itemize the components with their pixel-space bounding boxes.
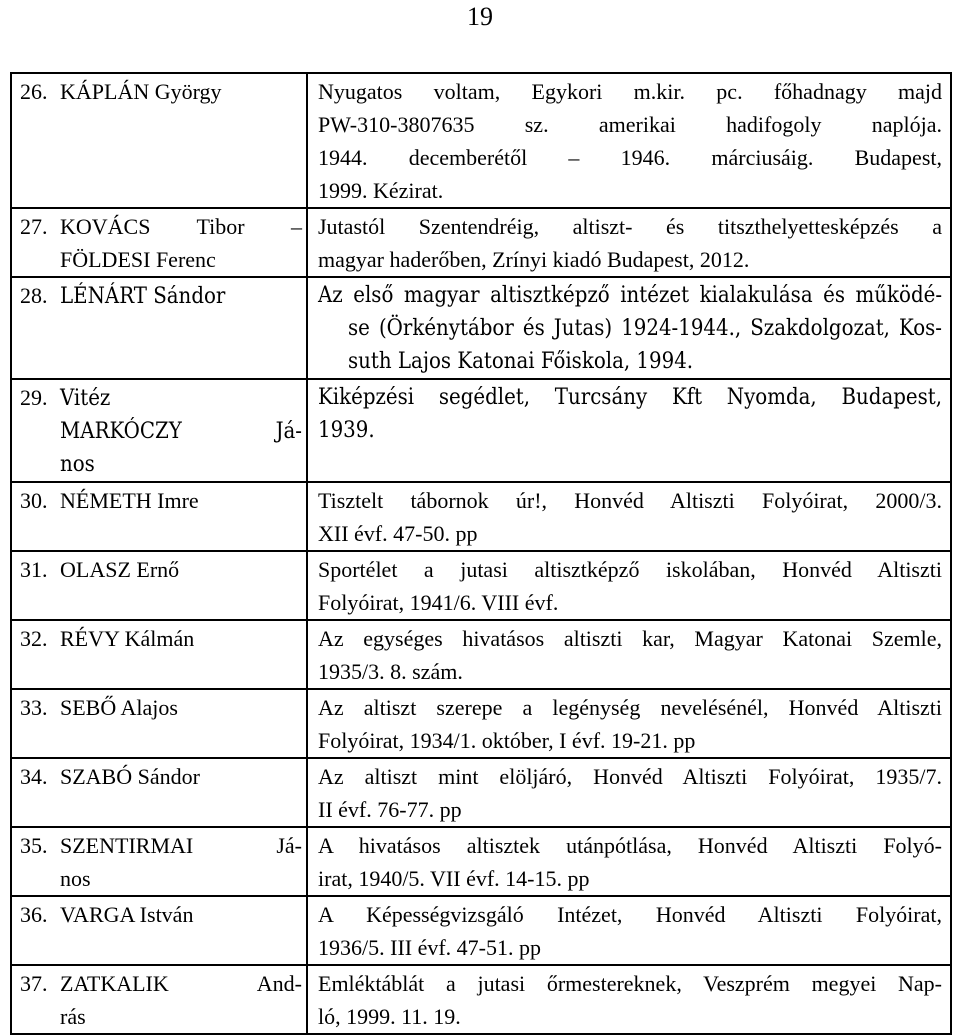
author-cell [11,758,307,827]
author-name: FÖLDESI Ferenc [60,247,216,272]
title-line: Tisztelt tábornok úr!, Honvéd Altiszti Folyóirat, 2000/3. [318,488,942,513]
title-cell [307,827,951,896]
title-line: Emléktáblát a jutasi őrmestereknek, Veszprém megyei Nap- [318,971,942,996]
title-line: A hivatásos altisztek utánpótlása, Honvéd Altiszti Folyó- [318,833,942,858]
reference-row [11,620,951,689]
title-line: 1944. decemberétől – 1946. márciusáig. Budapest, [318,145,942,170]
reference-number: 34. [20,764,48,789]
author-cell [11,689,307,758]
reference-number: 27. [20,214,48,239]
author-cell [11,827,307,896]
reference-row [11,73,951,208]
reference-number: 28. [20,283,48,308]
author-name: RÉVY Kálmán [60,626,195,651]
author-name: ZATKALIK And- [60,971,302,996]
reference-number: 29. [20,385,48,410]
reference-number: 37. [20,971,48,996]
author-name: nos [60,452,95,477]
reference-number: 35. [20,833,48,858]
author-cell [11,208,307,277]
title-line: Az egységes hivatásos altiszti kar, Magyar Katonai Szemle, [318,626,942,651]
title-cell [307,482,951,551]
author-cell [11,73,307,208]
title-cell [307,208,951,277]
title-line: A Képességvizsgáló Intézet, Honvéd Altiszti Folyóirat, [318,902,942,927]
author-cell [11,551,307,620]
title-line: suth Lajos Katonai Főiskola, 1994. [348,349,694,374]
author-cell [11,277,307,379]
author-name: SZENTIRMAI Já- [60,833,302,858]
reference-row [11,689,951,758]
title-line: Folyóirat, 1941/6. VIII évf. [318,590,559,615]
title-line: magyar haderőben, Zrínyi kiadó Budapest, 2012. [318,247,750,272]
reference-row [11,896,951,965]
author-name: rás [60,1004,86,1029]
author-name: KÁPLÁN György [60,79,222,104]
title-line: Az első magyar altisztképző intézet kialakulása és működé- [318,283,942,308]
title-line: Sportélet a jutasi altisztképző iskolában, Honvéd Altiszti [318,557,942,582]
reference-number: 31. [20,557,48,582]
title-line: 1999. Kézirat. [318,178,444,203]
reference-number: 33. [20,695,48,720]
reference-number: 36. [20,902,48,927]
author-name: NÉMETH Imre [60,488,199,513]
reference-row [11,827,951,896]
author-name: MARKÓCZY Já- [60,419,302,444]
title-cell [307,620,951,689]
title-cell [307,689,951,758]
reference-number: 26. [20,79,48,104]
title-cell [307,73,951,208]
title-cell [307,758,951,827]
title-line: 1936/5. III évf. 47-51. pp [318,935,542,960]
title-line: ló, 1999. 11. 19. [318,1004,461,1029]
author-name: Vitéz [60,386,111,411]
author-cell [11,482,307,551]
author-name: SEBŐ Alajos [60,695,178,720]
title-cell [307,896,951,965]
reference-row [11,277,951,379]
reference-number: 30. [20,488,48,513]
author-name: KOVÁCS Tibor – [60,214,302,239]
reference-row [11,379,951,482]
title-line: se (Örkénytábor és Jutas) 1924-1944., Szakdolgozat, Kos- [348,316,942,341]
page-number: 19 [467,2,493,31]
author-cell [11,379,307,482]
author-name: nos [60,866,91,891]
title-line: PW-310-3807635 sz. amerikai hadifogoly naplója. [318,112,942,137]
title-line: Jutastól Szentendréig, altiszt- és titszthelyettesképzés a [318,214,942,239]
title-line: Folyóirat, 1934/1. október, I évf. 19-21. pp [318,728,696,753]
title-line: Az altiszt szerepe a legénység nevelésénél, Honvéd Altiszti [318,695,942,720]
title-line: 1935/3. 8. szám. [318,659,463,684]
reference-number: 32. [20,626,48,651]
author-cell [11,896,307,965]
reference-row [11,482,951,551]
title-cell [307,379,951,482]
title-line: Az altiszt mint elöljáró, Honvéd Altiszti Folyóirat, 1935/7. [318,764,942,789]
title-cell [307,277,951,379]
title-cell [307,965,951,1034]
title-line: irat, 1940/5. VII évf. 14-15. pp [318,866,590,891]
title-cell [307,551,951,620]
reference-table [10,72,952,1035]
author-name: OLASZ Ernő [60,557,180,582]
author-name: SZABÓ Sándor [60,764,200,789]
author-cell [11,965,307,1034]
reference-row [11,551,951,620]
author-cell [11,620,307,689]
reference-row [11,208,951,277]
title-line: 1939. [318,418,375,443]
reference-row [11,965,951,1034]
title-line: II évf. 76-77. pp [318,797,462,822]
reference-row [11,758,951,827]
title-line: Kiképzési segédlet, Turcsány Kft Nyomda, Budapest, [318,385,942,410]
author-name: VARGA István [60,902,194,927]
author-name: LÉNÁRT Sándor [60,284,226,309]
title-line: XII évf. 47-50. pp [318,521,478,546]
title-line: Nyugatos voltam, Egykori m.kir. pc. főhadnagy majd [318,79,942,104]
